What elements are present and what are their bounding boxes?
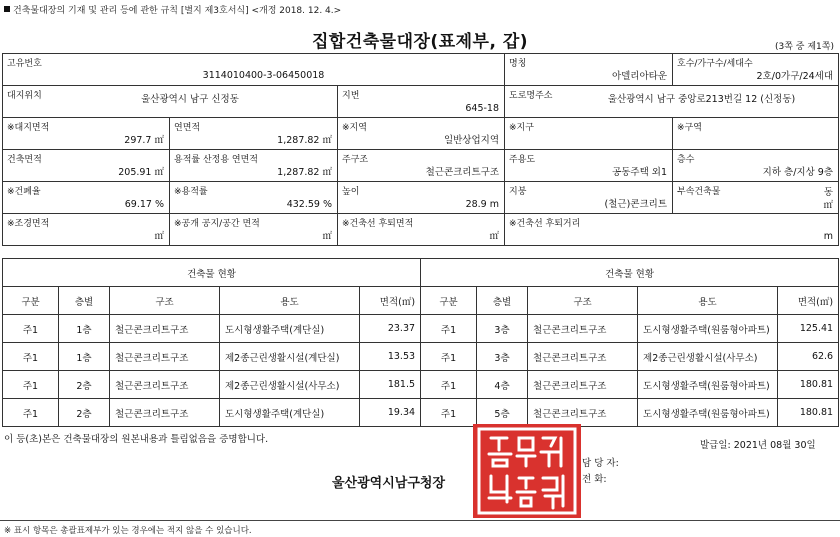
seal-pattern-icon [473,424,581,518]
main-use-cell: 주용도 공동주택 외1 [505,150,673,182]
location-value: 울산광역시 남구 신정동 [141,94,239,105]
footer-divider [0,520,840,521]
cell-structure: 철근콘크리트구조 [110,343,220,371]
cell-area: 181.5 [360,371,421,399]
square-bullet-icon [4,6,10,12]
info-row-5 [3,182,839,214]
table-row [3,343,839,371]
cell-use: 제2종근린생활시설(계단실) [220,343,360,371]
col-header: 구조 [528,287,638,315]
cell-structure: 철근콘크리트구조 [528,399,638,427]
floors-cell: 층수 지하 층/지상 9층 [673,150,839,182]
phone: 전 화: [582,474,607,485]
floor-area-cell: 연면적 1,287.82 ㎡ [170,118,338,150]
issue-date: 발급일: 2021년 08월 30일 [700,440,816,451]
cell-use: 도시형생활주택(원룸형아파트) [638,399,778,427]
cell-use: 제2종근린생활시설(사무소) [220,371,360,399]
cell-floor: 3층 [477,343,528,371]
cell-type: 주1 [3,315,59,343]
cell-use: 제2종근린생활시설(사무소) [638,343,778,371]
col-header: 층별 [477,287,528,315]
site-area-cell: ※대지면적 297.7 ㎡ [3,118,170,150]
cell-structure: 철근콘크리트구조 [528,315,638,343]
coverage-cell: ※건폐율 69.17 % [3,182,170,214]
col-header: 용도 [638,287,778,315]
cell-type: 주1 [421,371,477,399]
cell-use: 도시형생활주택(계단실) [220,315,360,343]
cell-type: 주1 [3,343,59,371]
table-row [3,399,839,427]
far-cell: ※용적률 432.59 % [170,182,338,214]
official-seal-icon [473,424,581,518]
cell-structure: 철근콘크리트구조 [528,371,638,399]
cell-structure: 철근콘크리트구조 [110,399,220,427]
cell-floor: 2층 [59,399,110,427]
info-row-1 [3,54,839,86]
units-cell: 호수/가구수/세대수 2호/0가구/24세대 [673,54,839,86]
document-title: 집합건축물대장(표제부, 갑) [311,32,529,52]
setback-distance-cell: ※건축선 후퇴거리 m [505,214,839,246]
height-cell: 높이 28.9 m [338,182,505,214]
floor-section-title-left: 건축물 현황 [3,259,421,287]
building-info-table [2,53,839,246]
unique-no-value: 3114010400-3-06450018 [202,70,325,81]
cell-type: 주1 [421,343,477,371]
info-row-6 [3,214,839,246]
cell-use: 도시형생활주택(원룸형아파트) [638,371,778,399]
page-number: (3쪽 중 제1쪽) [775,42,834,52]
open-space-cell: ※공개 공지/공간 면적 ㎡ [170,214,338,246]
zone-cell: ※지역 일반상업지역 [338,118,505,150]
table-row [3,371,839,399]
cell-floor: 3층 [477,315,528,343]
cell-area: 62.6 [778,343,839,371]
cell-floor: 1층 [59,315,110,343]
cell-floor: 5층 [477,399,528,427]
col-header: 면적(㎡) [778,287,839,315]
district-cell: ※지구 [505,118,673,150]
name-value: 아델리아타운 [611,71,668,82]
unique-no-cell: 고유번호 3114010400-3-06450018 [3,54,505,86]
cell-floor: 4층 [477,371,528,399]
ratio-floor-area-cell: 용적률 산정용 연면적 1,287.82 ㎡ [170,150,338,182]
floor-section-title-right: 건축물 현황 [421,259,839,287]
location-cell: 대지위치 울산광역시 남구 신정동 [3,86,338,118]
units-value: 2호/0가구/24세대 [756,71,834,82]
roof-cell: 지붕 (철근)콘크리트 [505,182,673,214]
building-area-cell: 건축면적 205.91 ㎡ [3,150,170,182]
col-header: 용도 [220,287,360,315]
cell-floor: 1층 [59,343,110,371]
certification-text: 이 등(초)본은 건축물대장의 원본내용과 틀림없음을 증명합니다. [4,434,269,445]
col-header: 구분 [421,287,477,315]
footnote: ※ 표시 항목은 총괄표제부가 있는 경우에는 적지 않을 수 있습니다. [4,526,252,536]
name-cell: 명칭 아델리아타운 [505,54,673,86]
cell-area: 19.34 [360,399,421,427]
structure-cell: 주구조 철근콘크리트구조 [338,150,505,182]
floor-header-row [3,287,839,315]
cell-structure: 철근콘크리트구조 [528,343,638,371]
cell-area: 180.81 [778,399,839,427]
cell-structure: 철근콘크리트구조 [110,371,220,399]
lot-cell: 지번 645-18 [338,86,505,118]
floor-section-title-row [3,259,839,287]
cell-use: 도시형생활주택(계단실) [220,399,360,427]
cell-type: 주1 [3,371,59,399]
info-row-4 [3,150,839,182]
cell-type: 주1 [421,399,477,427]
cell-type: 주1 [421,315,477,343]
zone-area-cell: ※구역 [673,118,839,150]
cell-type: 주1 [3,399,59,427]
table-row [3,315,839,343]
road-address-value: 울산광역시 남구 중앙로213번길 12 (신정동) [607,94,796,105]
form-note: 건축물대장의 기재 및 관리 등에 관한 규칙 [별지 제3호서식] <개정 2018. 12. 4.> [4,3,341,16]
col-header: 면적(㎡) [360,287,421,315]
cell-area: 180.81 [778,371,839,399]
cell-area: 23.37 [360,315,421,343]
cell-area: 125.41 [778,315,839,343]
cell-floor: 2층 [59,371,110,399]
issuing-authority: 울산광역시남구청장 [332,476,446,491]
info-row-3 [3,118,839,150]
col-header: 구조 [110,287,220,315]
landscape-cell: ※조경면적 ㎡ [3,214,170,246]
annex-cell: 부속건축물 동 ㎡ [673,182,839,214]
col-header: 층별 [59,287,110,315]
lot-value: 645-18 [465,103,500,114]
info-row-2 [3,86,839,118]
cell-area: 13.53 [360,343,421,371]
floor-status-table [2,258,839,427]
road-address-cell: 도로명주소 울산광역시 남구 중앙로213번길 12 (신정동) [505,86,839,118]
cell-structure: 철근콘크리트구조 [110,315,220,343]
cell-use: 도시형생활주택(원룸형아파트) [638,315,778,343]
col-header: 구분 [3,287,59,315]
person-in-charge: 담 당 자: [582,458,619,469]
setback-area-cell: ※건축선 후퇴면적 ㎡ [338,214,505,246]
